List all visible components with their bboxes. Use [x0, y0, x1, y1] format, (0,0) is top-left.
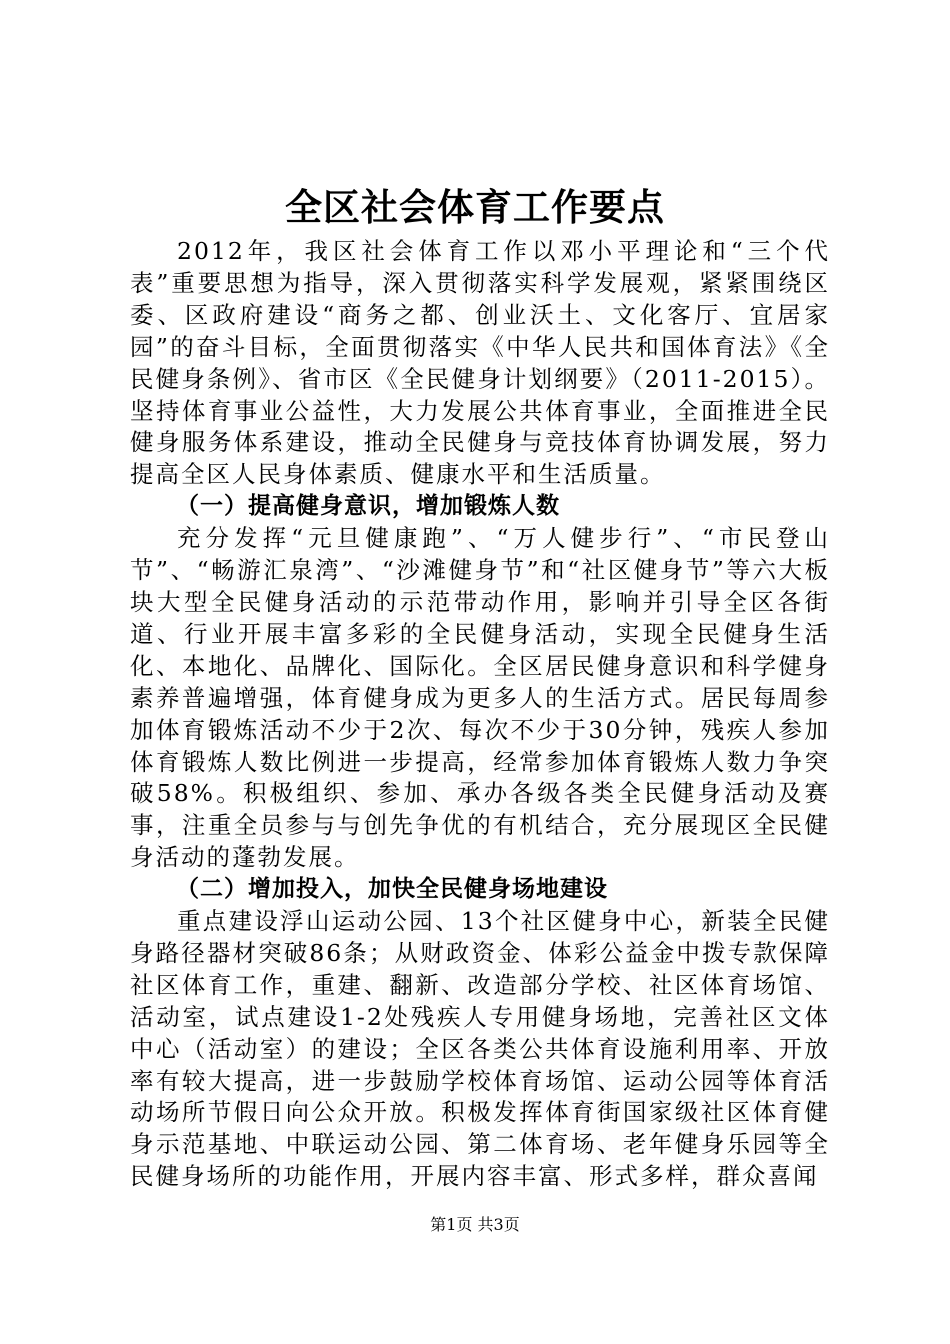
section-paragraph-1: 充分发挥“元旦健康跑”、“万人健步行”、“市民登山节”、“畅游汇泉湾”、“沙滩健身节”和“社区健身节”等六大板块大型全民健身活动的示范带动作用，影响并引导全区各街道、行业开展丰富多彩的全民健身活动，实现全民健身生活化、本地化、品牌化、国际化。全区居民健身意识和科学健身素养普遍增强，体育健身成为更多人的生活方式。居民每周参加体育锻炼活动不少于2次、每次不少于30分钟，残疾人参加体育锻炼人数比例进一步提高，经常参加体育锻炼人数力争突破58%。积极组织、参加、承办各级各类全民健身活动及赛事，注重全员参与与创先争优的有机结合，充分展现区全民健身活动的蓬勃发展。 [130, 524, 830, 872]
section-heading-2: （二）增加投入，加快全民健身场地建设 [176, 876, 608, 903]
section-heading-1: （一）提高健身意识，增加锻炼人数 [176, 493, 560, 520]
intro-paragraph: 2012年，我区社会体育工作以邓小平理论和“三个代表”重要思想为指导，深入贯彻落实科学发展观，紧紧围绕区委、区政府建设“商务之都、创业沃土、文化客厅、宜居家园”的奋斗目标，全面贯彻落实《中华人民共和国体育法》《全民健身条例》、省市区《全民健身计划纲要》（2011-2015）。坚持体育事业公益性，大力发展公共体育事业，全面推进全民健身服务体系建设，推动全民健身与竞技体育协调发展，努力提高全区人民身体素质、健康水平和生活质量。 [130, 237, 830, 489]
document-body [130, 236, 830, 1193]
document-title: 全区社会体育工作要点 [285, 186, 665, 229]
page-footer: 第1页 共3页 [430, 1215, 520, 1234]
section-paragraph-2: 重点建设浮山运动公园、13个社区健身中心，新装全民健身路径器材突破86条；从财政资金、体彩公益金中拨专款保障社区体育工作，重建、翻新、改造部分学校、社区体育场馆、活动室，试点建设1-2处残疾人专用健身场地，完善社区文体中心（活动室）的建设；全区各类公共体育设施利用率、开放率有较大提高，进一步鼓励学校体育场馆、运动公园等体育活动场所节假日向公众开放。积极发挥体育街国家级社区体育健身示范基地、中联运动公园、第二体育场、老年健身乐园等全民健身场所的功能作用，开展内容丰富、形式多样，群众喜闻 [130, 907, 830, 1191]
